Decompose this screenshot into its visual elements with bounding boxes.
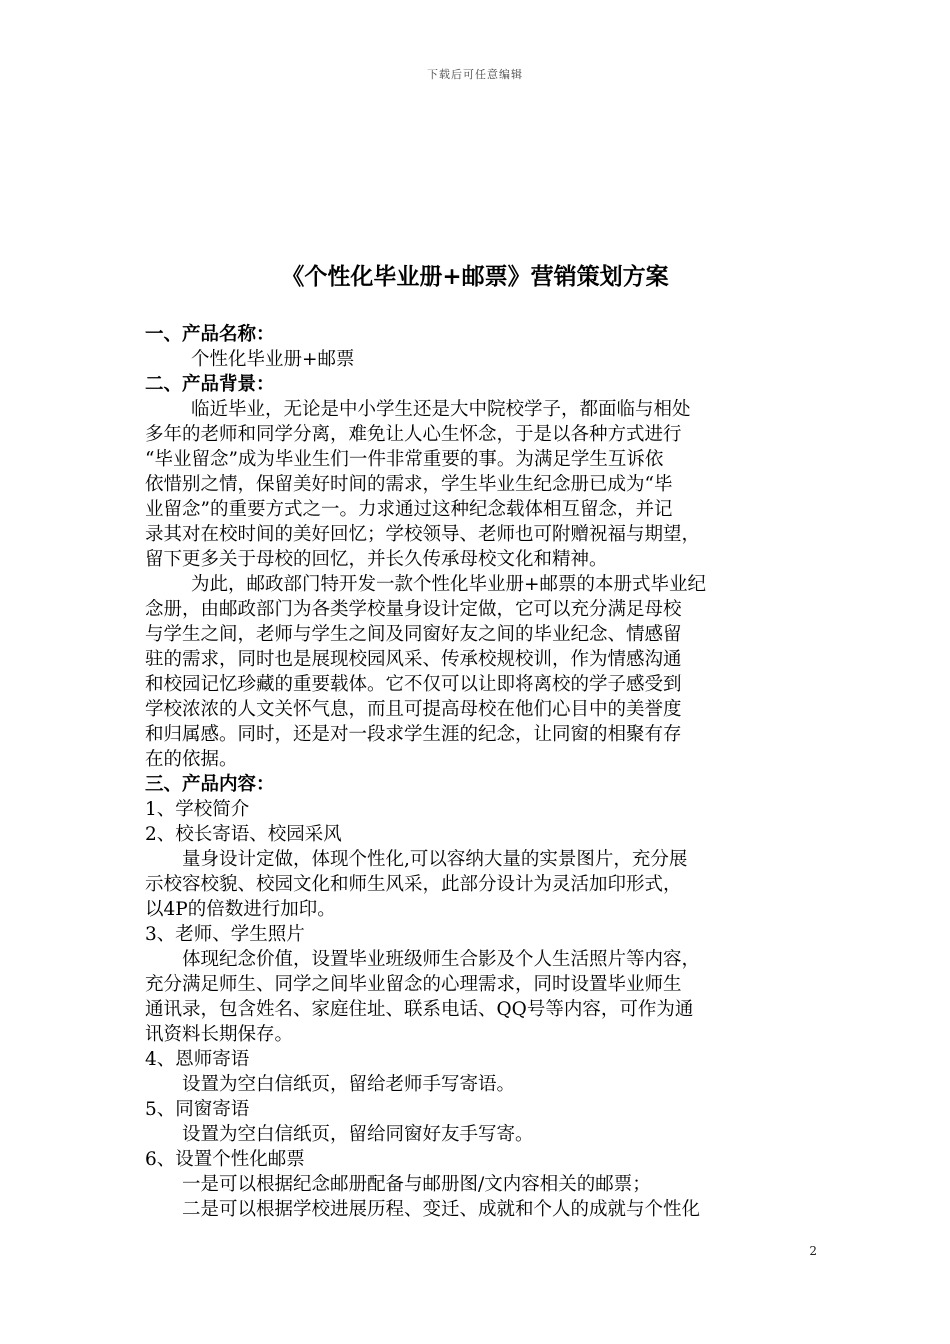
list-item: 2、校长寄语、校园采风	[145, 824, 342, 845]
paragraph-line: 体现纪念价值，设置毕业班级师生合影及个人生活照片等内容，	[182, 949, 701, 970]
paragraph-line: 和校园记忆珍藏的重要载体。它不仅可以让即将离校的学子感受到	[145, 674, 682, 695]
paragraph-line: 以4P的倍数进行加印。	[145, 899, 336, 920]
section-heading-contents: 三、产品内容：	[145, 774, 275, 795]
paragraph-line: 示校容校貌、校园文化和师生风采，此部分设计为灵活加印形式，	[145, 874, 682, 895]
paragraph-line: 留下更多关于母校的回忆，并长久传承母校文化和精神。	[145, 549, 608, 570]
list-item: 3、老师、学生照片	[145, 924, 305, 945]
paragraph-line: 临近毕业，无论是中小学生还是大中院校学子，都面临与相处	[191, 399, 691, 420]
paragraph-line: 依惜别之情，保留美好时间的需求，学生毕业生纪念册已成为“毕	[145, 474, 673, 495]
section-heading-background: 二、产品背景：	[145, 374, 275, 395]
paragraph-line: 二是可以根据学校进展历程、变迁、成就和个人的成就与个性化	[182, 1199, 701, 1220]
document-body	[145, 322, 815, 1222]
paragraph-line: 讯资料长期保存。	[145, 1024, 294, 1045]
paragraph-line: 录其对在校时间的美好回忆；学校领导、老师也可附赠祝福与期望，	[145, 524, 701, 545]
list-item: 1、学校简介	[145, 799, 250, 820]
document-title: 《个性化毕业册+邮票》营销策划方案	[281, 263, 669, 290]
paragraph-line: 通讯录，包含姓名、家庭住址、联系电话、QQ号等内容，可作为通	[145, 999, 694, 1020]
paragraph-line: 在的依据。	[145, 749, 238, 770]
paragraph-line: 为此，邮政部门特开发一款个性化毕业册+邮票的本册式毕业纪	[191, 574, 707, 595]
list-item: 6、设置个性化邮票	[145, 1149, 305, 1170]
paragraph-line: 设置为空白信纸页，留给老师手写寄语。	[182, 1074, 516, 1095]
paragraph-line: 念册，由邮政部门为各类学校量身设计定做，它可以充分满足母校	[145, 599, 682, 620]
paragraph-line: 驻的需求，同时也是展现校园风采、传承校规校训，作为情感沟通	[145, 649, 682, 670]
paragraph-line: 业留念”的重要方式之一。力求通过这种纪念载体相互留念，并记	[145, 499, 673, 520]
paragraph-line: 设置为空白信纸页，留给同窗好友手写寄。	[182, 1124, 534, 1145]
paragraph-line: 和归属感。同时，还是对一段求学生涯的纪念，让同窗的相聚有存	[145, 724, 682, 745]
paragraph-line: 量身设计定做，体现个性化,可以容纳大量的实景图片，充分展	[182, 849, 688, 870]
paragraph-line: “毕业留念”成为毕业生们一件非常重要的事。为满足学生互诉依	[145, 449, 664, 470]
paragraph-line: 多年的老师和同学分离，难免让人心生怀念，于是以各种方式进行	[145, 424, 682, 445]
product-name-text: 个性化毕业册+邮票	[191, 349, 355, 370]
paragraph-line: 与学生之间，老师与学生之间及同窗好友之间的毕业纪念、情感留	[145, 624, 682, 645]
list-item: 4、恩师寄语	[145, 1049, 250, 1070]
paragraph-line: 一是可以根据纪念邮册配备与邮册图/文内容相关的邮票；	[182, 1174, 651, 1195]
header-note: 下载后可任意编辑	[427, 68, 523, 81]
paragraph-line: 充分满足师生、同学之间毕业留念的心理需求，同时设置毕业师生	[145, 974, 682, 995]
section-heading-product-name: 一、产品名称：	[145, 324, 275, 345]
list-item: 5、同窗寄语	[145, 1099, 250, 1120]
paragraph-line: 学校浓浓的人文关怀气息，而且可提高母校在他们心目中的美誉度	[145, 699, 682, 720]
page-number: 2	[809, 1244, 817, 1258]
